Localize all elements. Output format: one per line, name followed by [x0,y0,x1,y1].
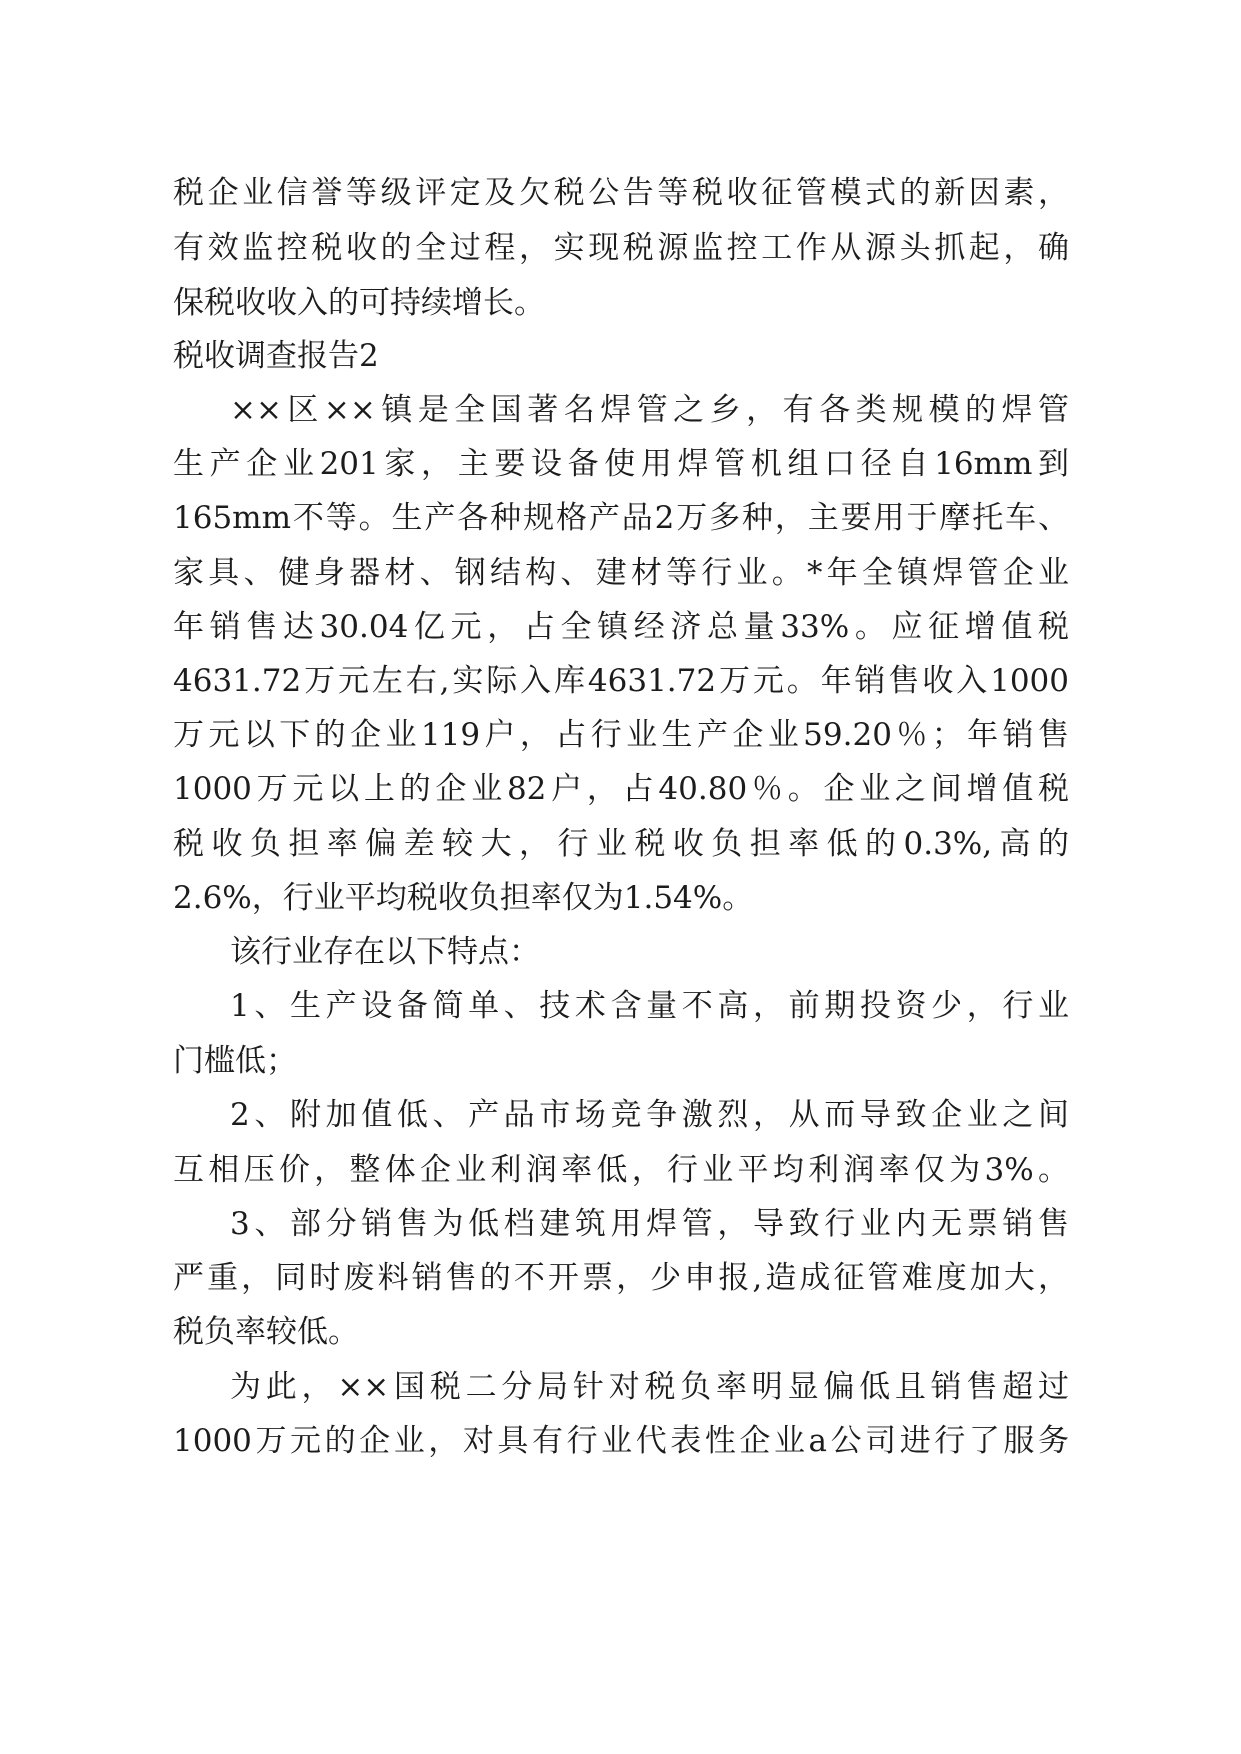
text-line [0,597,1241,657]
list-item-text: 1、生产设备简单、技术含量不高，前期投资少，行业 [230,988,1069,1024]
text-line-content: 保税收收入的可持续增长。 [173,285,545,321]
text-line-content: 严重，同时废料销售的不开票，少申报,造成征管难度加大， [173,1260,1069,1296]
list-item [0,976,1241,1036]
text-line [0,759,1241,819]
text-line [0,488,1241,548]
text-line-content: 1000万元以上的企业82户，占40.80％。企业之间增值税 [173,771,1069,807]
text-line-content: 家具、健身器材、钢结构、建材等行业。*年全镇焊管企业 [173,555,1069,591]
text-line [0,1140,1241,1200]
text-line-content: 该行业存在以下特点： [230,934,540,970]
text-line [0,651,1241,711]
text-line [0,814,1241,874]
list-item [0,1085,1241,1145]
text-line [0,380,1241,440]
text-line-content: 165mm不等。生产各种规格产品2万多种，主要用于摩托车、 [173,500,1069,536]
text-line-content: 税负率较低。 [173,1314,359,1350]
text-line [0,1248,1241,1308]
text-line [0,1302,1241,1362]
list-item [0,1194,1241,1254]
text-line [0,868,1241,928]
text-line [0,1031,1241,1091]
text-line [0,273,1241,333]
text-line-content: 生产企业201家，主要设备使用焊管机组口径自16mm到 [173,446,1069,482]
text-line [0,434,1241,494]
text-line-content: 4631.72万元左右,实际入库4631.72万元。年销售收入1000 [173,663,1069,699]
text-line-content: 有效监控税收的全过程，实现税源监控工作从源头抓起，确 [173,230,1069,266]
text-line-content: 2.6%，行业平均税收负担率仅为1.54%。 [173,880,754,916]
list-item-text: 3、部分销售为低档建筑用焊管，导致行业内无票销售 [230,1206,1069,1242]
section-heading-text: 税收调查报告2 [173,338,379,374]
text-line-content: 万元以下的企业119户，占行业生产企业59.20％；年销售 [173,717,1069,753]
text-line [0,1357,1241,1417]
text-line [0,218,1241,278]
text-line-content: 税收负担率偏差较大，行业税收负担率低的0.3%,高的 [173,826,1069,862]
text-line-content: 互相压价，整体企业利润率低，行业平均利润率仅为3%。 [173,1152,1069,1188]
text-line [0,163,1241,223]
section-heading [0,326,1241,386]
text-line [0,1411,1241,1471]
text-line-content: 门槛低； [173,1043,297,1079]
text-line-content: 年销售达30.04亿元，占全镇经济总量33%。应征增值税 [173,609,1069,645]
text-line-content: 税企业信誉等级评定及欠税公告等税收征管模式的新因素， [173,175,1069,211]
text-line [0,543,1241,603]
text-line-content: 为此，××国税二分局针对税负率明显偏低且销售超过 [230,1369,1069,1405]
list-item-text: 2、附加值低、产品市场竞争激烈，从而导致企业之间 [230,1097,1069,1133]
text-line [0,705,1241,765]
text-line [0,922,1241,982]
text-line-content: ××区××镇是全国著名焊管之乡，有各类规模的焊管 [230,392,1069,428]
text-line-content: 1000万元的企业，对具有行业代表性企业a公司进行了服务 [173,1423,1069,1459]
